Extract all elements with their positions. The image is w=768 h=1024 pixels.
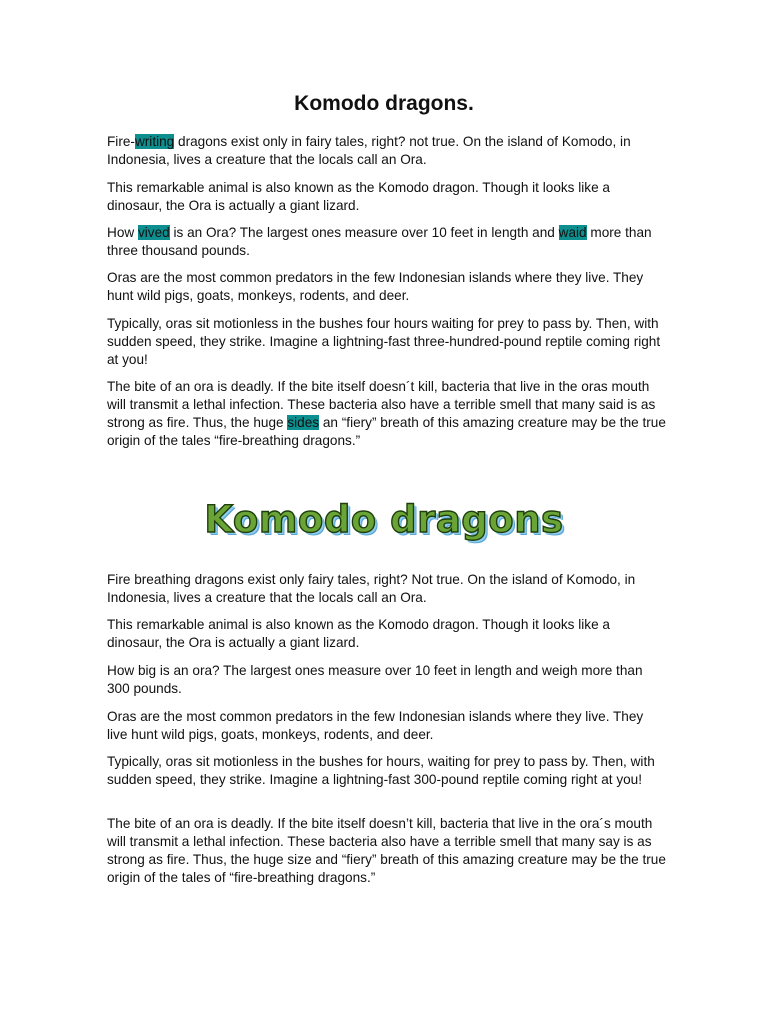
- highlighted-word: sides: [287, 415, 320, 430]
- section1-paragraph-4: Oras are the most common predators in the few Indonesian islands where they live. They hunt wild pigs, goats, monkeys, rodents, and deer.: [107, 270, 644, 303]
- section1-paragraph-5: Typically, oras sit motionless in the bushes four hours waiting for prey to pass by. Then, with sudden speed, they strike. Imagine a lightning-fast three-hundred-pound reptile coming right at you!: [107, 316, 661, 367]
- section2-paragraph-2: This remarkable animal is also known as the Komodo dragon. Though it looks like a dinosaur, the Ora is actually a giant lizard.: [107, 617, 610, 650]
- section1-paragraph-6: [107, 378, 667, 450]
- highlighted-word: writing: [134, 134, 175, 149]
- text-run: is an Ora? The largest ones measure over 10 feet in length and: [169, 225, 559, 240]
- text-run: The bite of an ora is deadly. If the bite itself doesn´t kill, bacteria that live in the oras mouth will transmit a lethal infection. These bacteria also have a terrible smell that many said is as strong as fire. Thus, the huge: [107, 379, 656, 430]
- text-run: dragons exist only in fairy tales, right? not true. On the island of Komodo, in Indonesia, lives a creature that the locals call an Ora.: [107, 134, 631, 167]
- text-run: more than three thousand pounds.: [107, 225, 652, 258]
- section2-title: Komodo dragons: [204, 498, 564, 541]
- section2-paragraph-6: The bite of an ora is deadly. If the bite itself doesn’t kill, bacteria that live in the ora´s mouth will transmit a lethal infection. These bacteria also have a terrible smell that many say is as strong as fire. Thus, the huge size and “fiery” breath of this amazing creature may be the true origin of the tales of “fire-breathing dragons.”: [107, 816, 666, 885]
- highlighted-word: waid: [558, 225, 587, 240]
- text-run: Fire-: [107, 134, 135, 149]
- section1-paragraph-2: This remarkable animal is also known as the Komodo dragon. Though it looks like a dinosaur, the Ora is actually a giant lizard.: [107, 180, 610, 213]
- section1-title: Komodo dragons.: [294, 92, 474, 115]
- text-run: How: [107, 225, 138, 240]
- section2-paragraph-4: Oras are the most common predators in the few Indonesian islands where they live. They live hunt wild pigs, goats, monkeys, rodents, and deer.: [107, 709, 644, 742]
- text-run: an “fiery” breath of this amazing creature may be the true origin of the tales “fire-breathing dragons.”: [107, 415, 666, 448]
- section2-paragraph-3: How big is an ora? The largest ones measure over 10 feet in length and weigh more than 300 pounds.: [107, 663, 643, 696]
- section1-paragraph-1: [107, 133, 667, 169]
- section2-paragraph-5: Typically, oras sit motionless in the bushes for hours, waiting for prey to pass by. Then, with sudden speed, they strike. Imagine a lightning-fast 300-pound reptile coming right at you!: [107, 754, 655, 787]
- highlighted-word: vived: [137, 225, 170, 240]
- section1-paragraph-3: [107, 224, 667, 260]
- section2-paragraph-1: Fire breathing dragons exist only fairy tales, right? Not true. On the island of Komodo, in Indonesia, lives a creature that the locals call an Ora.: [107, 572, 636, 605]
